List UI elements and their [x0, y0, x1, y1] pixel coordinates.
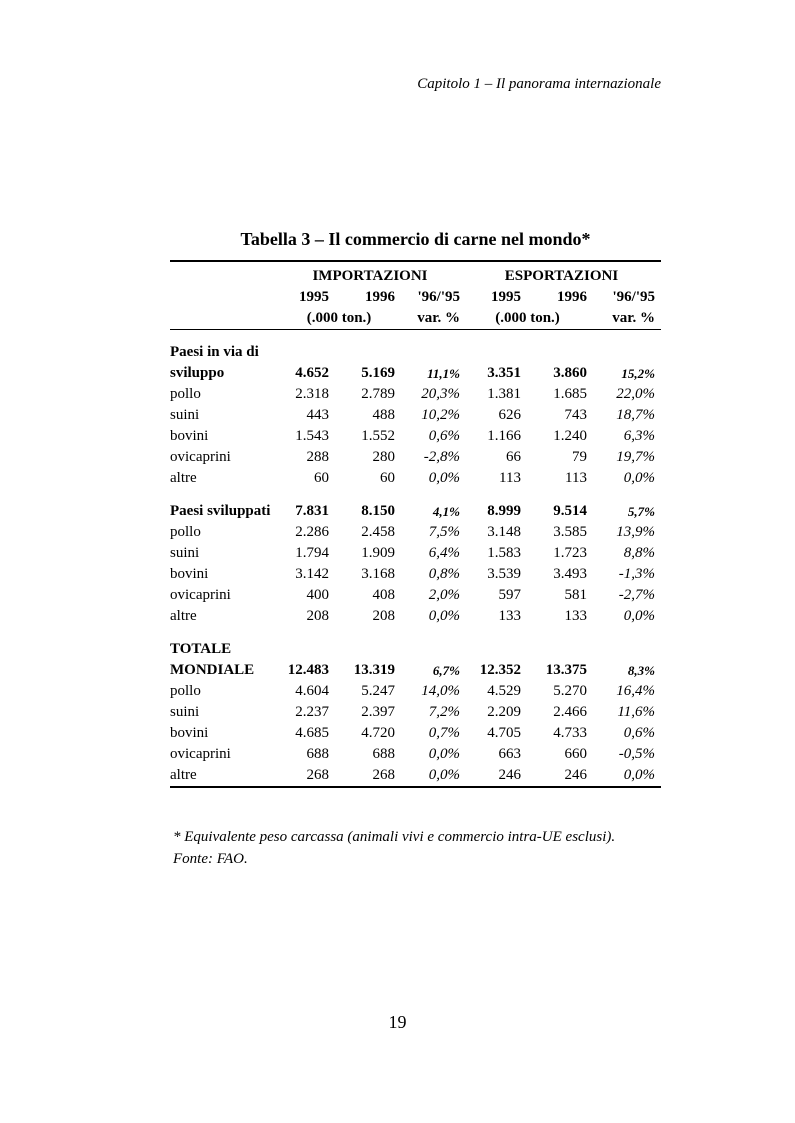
row-exp-var: 11,6% — [617, 704, 655, 720]
section-exp-1996: 9.514 — [553, 503, 587, 519]
table-row — [170, 405, 661, 426]
row-exp-var: 22,0% — [616, 386, 655, 402]
section-exp-1996: 13.375 — [545, 662, 587, 678]
row-imp-1995: 208 — [306, 608, 329, 624]
row-imp-1996: 408 — [372, 587, 395, 603]
meat-trade-table — [170, 260, 661, 790]
running-header: Capitolo 1 – Il panorama internazionale — [417, 76, 661, 92]
row-imp-var: 2,0% — [428, 587, 460, 603]
row-imp-1995: 2.286 — [295, 524, 329, 540]
row-exp-1996: 1.685 — [553, 386, 587, 402]
row-label: altre — [170, 608, 197, 624]
section-exp-var: 8,3% — [627, 663, 655, 678]
row-exp-var: -0,5% — [618, 746, 655, 762]
row-imp-1996: 688 — [372, 746, 395, 762]
row-imp-1996: 2.789 — [361, 386, 395, 402]
year-header-row — [170, 287, 661, 308]
row-exp-1996: 1.723 — [553, 545, 587, 561]
row-imp-var: 7,5% — [428, 524, 460, 540]
row-exp-1996: 2.466 — [553, 704, 587, 720]
section-imp-var: 11,1% — [427, 366, 460, 381]
footnote — [173, 826, 615, 870]
row-exp-1995: 626 — [498, 407, 521, 423]
row-label: pollo — [170, 683, 201, 699]
row-exp-var: 0,6% — [623, 725, 655, 741]
row-imp-1996: 280 — [372, 449, 395, 465]
row-label: ovicaprini — [170, 746, 231, 762]
page-number: 19 — [388, 1012, 407, 1032]
row-imp-1996: 60 — [380, 470, 395, 486]
row-imp-var: 20,3% — [421, 386, 460, 402]
row-label: altre — [170, 470, 197, 486]
row-imp-1995: 2.318 — [295, 386, 329, 402]
imports-unit-header: (.000 ton.) — [278, 308, 400, 330]
section-imp-1996: 13.319 — [353, 662, 395, 678]
row-imp-1995: 4.604 — [295, 683, 329, 699]
row-label: bovini — [170, 566, 209, 582]
section-total-row — [170, 501, 661, 522]
row-exp-1996: 3.585 — [553, 524, 587, 540]
section-spacer — [170, 489, 661, 501]
row-imp-1995: 400 — [306, 587, 329, 603]
table-row — [170, 744, 661, 765]
row-imp-var: 0,0% — [428, 746, 460, 762]
table-row — [170, 543, 661, 564]
row-exp-1996: 4.733 — [553, 725, 587, 741]
row-exp-var: -2,7% — [618, 587, 655, 603]
exports-unit-header: (.000 ton.) — [462, 308, 593, 330]
footnote-note: * Equivalente peso carcassa (animali vivi e commercio intra-UE esclusi). — [173, 829, 616, 845]
section-exp-var: 5,7% — [627, 504, 655, 519]
row-label: ovicaprini — [170, 587, 231, 603]
section-exp-1995: 8.999 — [487, 503, 521, 519]
row-exp-var: 8,8% — [623, 545, 655, 561]
row-imp-1996: 2.397 — [361, 704, 395, 720]
row-imp-var: 0,7% — [428, 725, 460, 741]
section-imp-1996: 5.169 — [361, 365, 395, 381]
row-imp-1996: 488 — [372, 407, 395, 423]
row-imp-1996: 1.552 — [361, 428, 395, 444]
table-row — [170, 384, 661, 405]
row-exp-1995: 597 — [498, 587, 521, 603]
row-exp-1996: 5.270 — [553, 683, 587, 699]
row-imp-var: -2,8% — [423, 449, 460, 465]
row-imp-var: 0,0% — [428, 470, 460, 486]
row-label: pollo — [170, 386, 201, 402]
section-imp-var: 4,1% — [432, 504, 460, 519]
table-row — [170, 585, 661, 606]
row-exp-var: 13,9% — [616, 524, 655, 540]
section-imp-1995: 12.483 — [287, 662, 329, 678]
row-exp-1996: 133 — [564, 608, 587, 624]
row-exp-1996: 3.493 — [553, 566, 587, 582]
row-imp-1996: 4.720 — [361, 725, 395, 741]
imports-1996-header: 1996 — [365, 289, 395, 305]
section-exp-1995: 12.352 — [479, 662, 521, 678]
row-imp-1995: 60 — [314, 470, 329, 486]
row-exp-1995: 3.148 — [487, 524, 521, 540]
row-exp-1995: 4.529 — [487, 683, 521, 699]
row-imp-var: 10,2% — [421, 407, 460, 423]
row-imp-1995: 443 — [306, 407, 329, 423]
row-exp-var: 0,0% — [623, 608, 655, 624]
row-exp-1995: 4.705 — [487, 725, 521, 741]
row-label: bovini — [170, 725, 209, 741]
section-imp-1995: 7.831 — [295, 503, 329, 519]
row-imp-1996: 208 — [372, 608, 395, 624]
imports-1995-header: 1995 — [299, 289, 329, 305]
row-exp-1995: 1.583 — [487, 545, 521, 561]
row-imp-1996: 3.168 — [361, 566, 395, 582]
row-exp-1995: 2.209 — [487, 704, 521, 720]
table-row — [170, 681, 661, 702]
row-imp-1996: 5.247 — [361, 683, 395, 699]
exports-var-header: '96/'95 — [612, 289, 655, 305]
row-imp-1996: 2.458 — [361, 524, 395, 540]
row-exp-1996: 113 — [565, 470, 587, 486]
imports-group-header: IMPORTAZIONI — [312, 268, 428, 284]
row-label: altre — [170, 767, 197, 783]
row-label: pollo — [170, 524, 201, 540]
group-header-row — [170, 266, 661, 287]
section-imp-var: 6,7% — [432, 663, 460, 678]
row-imp-1996: 268 — [372, 767, 395, 783]
section-total-row — [170, 639, 661, 681]
row-exp-1996: 743 — [564, 407, 587, 423]
table-row — [170, 564, 661, 585]
table-title: Tabella 3 – Il commercio di carne nel mondo* — [240, 229, 591, 249]
section-label: Paesi in via di sviluppo — [170, 344, 259, 381]
row-imp-var: 7,2% — [428, 704, 460, 720]
row-imp-1995: 3.142 — [295, 566, 329, 582]
table-row — [170, 426, 661, 447]
row-imp-var: 0,0% — [428, 767, 460, 783]
section-exp-var: 15,2% — [621, 366, 655, 381]
row-label: suini — [170, 704, 200, 720]
row-exp-var: 19,7% — [616, 449, 655, 465]
table-bottom-rule — [170, 787, 661, 790]
row-exp-var: 6,3% — [623, 428, 655, 444]
section-exp-1996: 3.860 — [553, 365, 587, 381]
section-total-row — [170, 342, 661, 384]
exports-group-header: ESPORTAZIONI — [504, 268, 619, 284]
imports-var-header: '96/'95 — [417, 289, 460, 305]
table-body — [170, 330, 661, 791]
row-exp-1995: 663 — [498, 746, 521, 762]
exports-var-unit-header: var. % — [593, 308, 661, 330]
row-exp-1995: 246 — [498, 767, 521, 783]
row-exp-var: 0,0% — [623, 767, 655, 783]
table-row — [170, 522, 661, 543]
table-row — [170, 468, 661, 489]
row-exp-1995: 133 — [498, 608, 521, 624]
table-row — [170, 702, 661, 723]
row-imp-1995: 1.794 — [295, 545, 329, 561]
section-imp-1995: 4.652 — [295, 365, 329, 381]
row-imp-var: 6,4% — [428, 545, 460, 561]
row-exp-1996: 1.240 — [553, 428, 587, 444]
unit-header-row — [170, 308, 661, 330]
row-imp-var: 0,6% — [428, 428, 460, 444]
row-exp-1995: 113 — [499, 470, 521, 486]
row-imp-1995: 1.543 — [295, 428, 329, 444]
row-exp-1995: 1.381 — [487, 386, 521, 402]
row-label: suini — [170, 407, 200, 423]
footnote-source: Fonte: FAO. — [173, 851, 248, 867]
exports-1996-header: 1996 — [557, 289, 587, 305]
row-exp-1995: 1.166 — [487, 428, 521, 444]
section-exp-1995: 3.351 — [487, 365, 521, 381]
row-label: ovicaprini — [170, 449, 231, 465]
table-row — [170, 447, 661, 468]
row-imp-1995: 288 — [306, 449, 329, 465]
row-label: bovini — [170, 428, 209, 444]
row-imp-1995: 4.685 — [295, 725, 329, 741]
row-exp-1996: 79 — [572, 449, 587, 465]
row-label: suini — [170, 545, 200, 561]
row-imp-var: 14,0% — [421, 683, 460, 699]
row-exp-1996: 246 — [564, 767, 587, 783]
table-row — [170, 606, 661, 627]
row-exp-1996: 581 — [564, 587, 587, 603]
row-exp-var: 18,7% — [616, 407, 655, 423]
row-imp-var: 0,8% — [428, 566, 460, 582]
row-exp-var: 0,0% — [623, 470, 655, 486]
table-row — [170, 765, 661, 787]
row-exp-1995: 3.539 — [487, 566, 521, 582]
row-imp-1995: 688 — [306, 746, 329, 762]
row-exp-1995: 66 — [506, 449, 521, 465]
exports-1995-header: 1995 — [491, 289, 521, 305]
section-spacer — [170, 330, 661, 343]
table-row — [170, 723, 661, 744]
imports-var-unit-header: var. % — [400, 308, 462, 330]
row-imp-1996: 1.909 — [361, 545, 395, 561]
section-imp-1996: 8.150 — [361, 503, 395, 519]
row-imp-1995: 2.237 — [295, 704, 329, 720]
row-exp-1996: 660 — [564, 746, 587, 762]
section-label: TOTALE MONDIALE — [170, 641, 255, 678]
section-spacer — [170, 627, 661, 639]
section-label: Paesi sviluppati — [170, 503, 271, 519]
row-imp-var: 0,0% — [428, 608, 460, 624]
row-exp-var: 16,4% — [616, 683, 655, 699]
row-imp-1995: 268 — [306, 767, 329, 783]
row-exp-var: -1,3% — [618, 566, 655, 582]
